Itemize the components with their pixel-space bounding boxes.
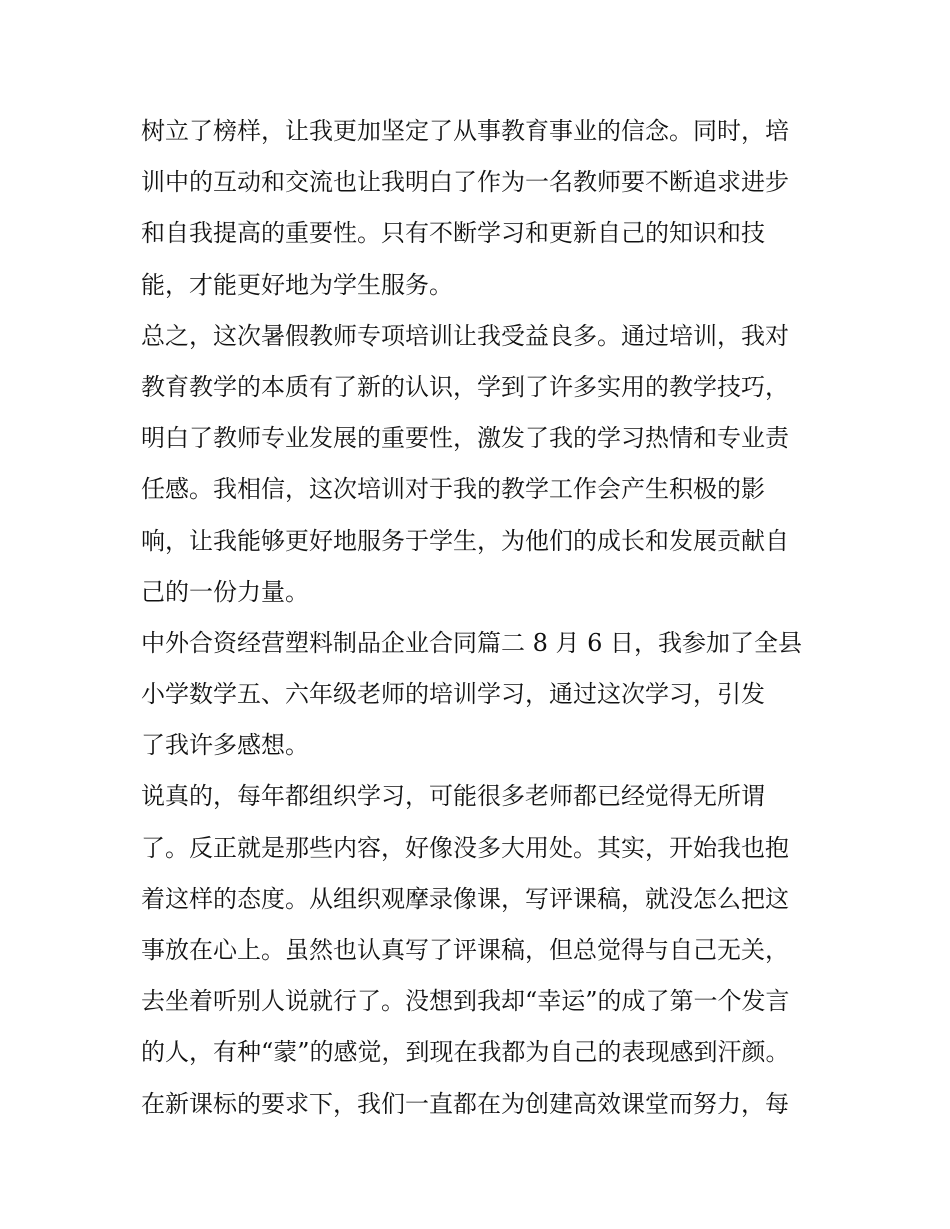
text-line: 和自我提高的重要性。只有不断学习和更新自己的知识和技 (141, 219, 765, 248)
text-line: 事放在心上。虽然也认真写了评课稿，但总觉得与自己无关， (141, 936, 789, 964)
body-text (141, 106, 813, 1130)
text-line: 小学数学五、六年级老师的培训学习，通过这次学习，引发 (141, 680, 765, 709)
text-line: 教育教学的本质有了新的认识，学到了许多实用的教学技巧， (141, 372, 789, 401)
text-line: 能，才能更好地为学生服务。 (141, 270, 453, 299)
text-line: 树立了榜样，让我更加坚定了从事教育事业的信念。同时，培 (141, 117, 789, 145)
text-line: 己的一份力量。 (141, 577, 309, 606)
text-line: 响，让我能够更好地服务于学生，为他们的成长和发展贡献自 (141, 526, 789, 555)
text-line: 中外合资经营塑料制品企业合同篇二 8 月 6 日，我参加了全县 (141, 628, 803, 657)
text-line: 了。反正就是那些内容，好像没多大用处。其实，开始我也抱 (141, 833, 789, 862)
text-line: 明白了教师专业发展的重要性，激发了我的学习热情和专业责 (141, 424, 789, 453)
text-line: 任感。我相信，这次培训对于我的教学工作会产生积极的影 (141, 475, 765, 504)
text-line: 去坐着听别人说就行了。没想到我却“幸运”的成了第一个发言 (141, 987, 790, 1016)
text-line: 的人，有种“蒙”的感觉，到现在我都为自己的表现感到汗颜。 (141, 1038, 790, 1067)
text-line: 说真的，每年都组织学习，可能很多老师都已经觉得无所谓 (141, 782, 765, 811)
text-line: 了我许多感想。 (141, 731, 309, 760)
text-line: 训中的互动和交流也让我明白了作为一名教师要不断追求进步 (141, 168, 789, 197)
text-line: 着这样的态度。从组织观摩录像课，写评课稿，就没怎么把这 (141, 884, 789, 913)
text-line: 总之，这次暑假教师专项培训让我受益良多。通过培训，我对 (141, 321, 789, 350)
text-line: 在新课标的要求下，我们一直都在为创建高效课堂而努力，每 (141, 1089, 789, 1118)
